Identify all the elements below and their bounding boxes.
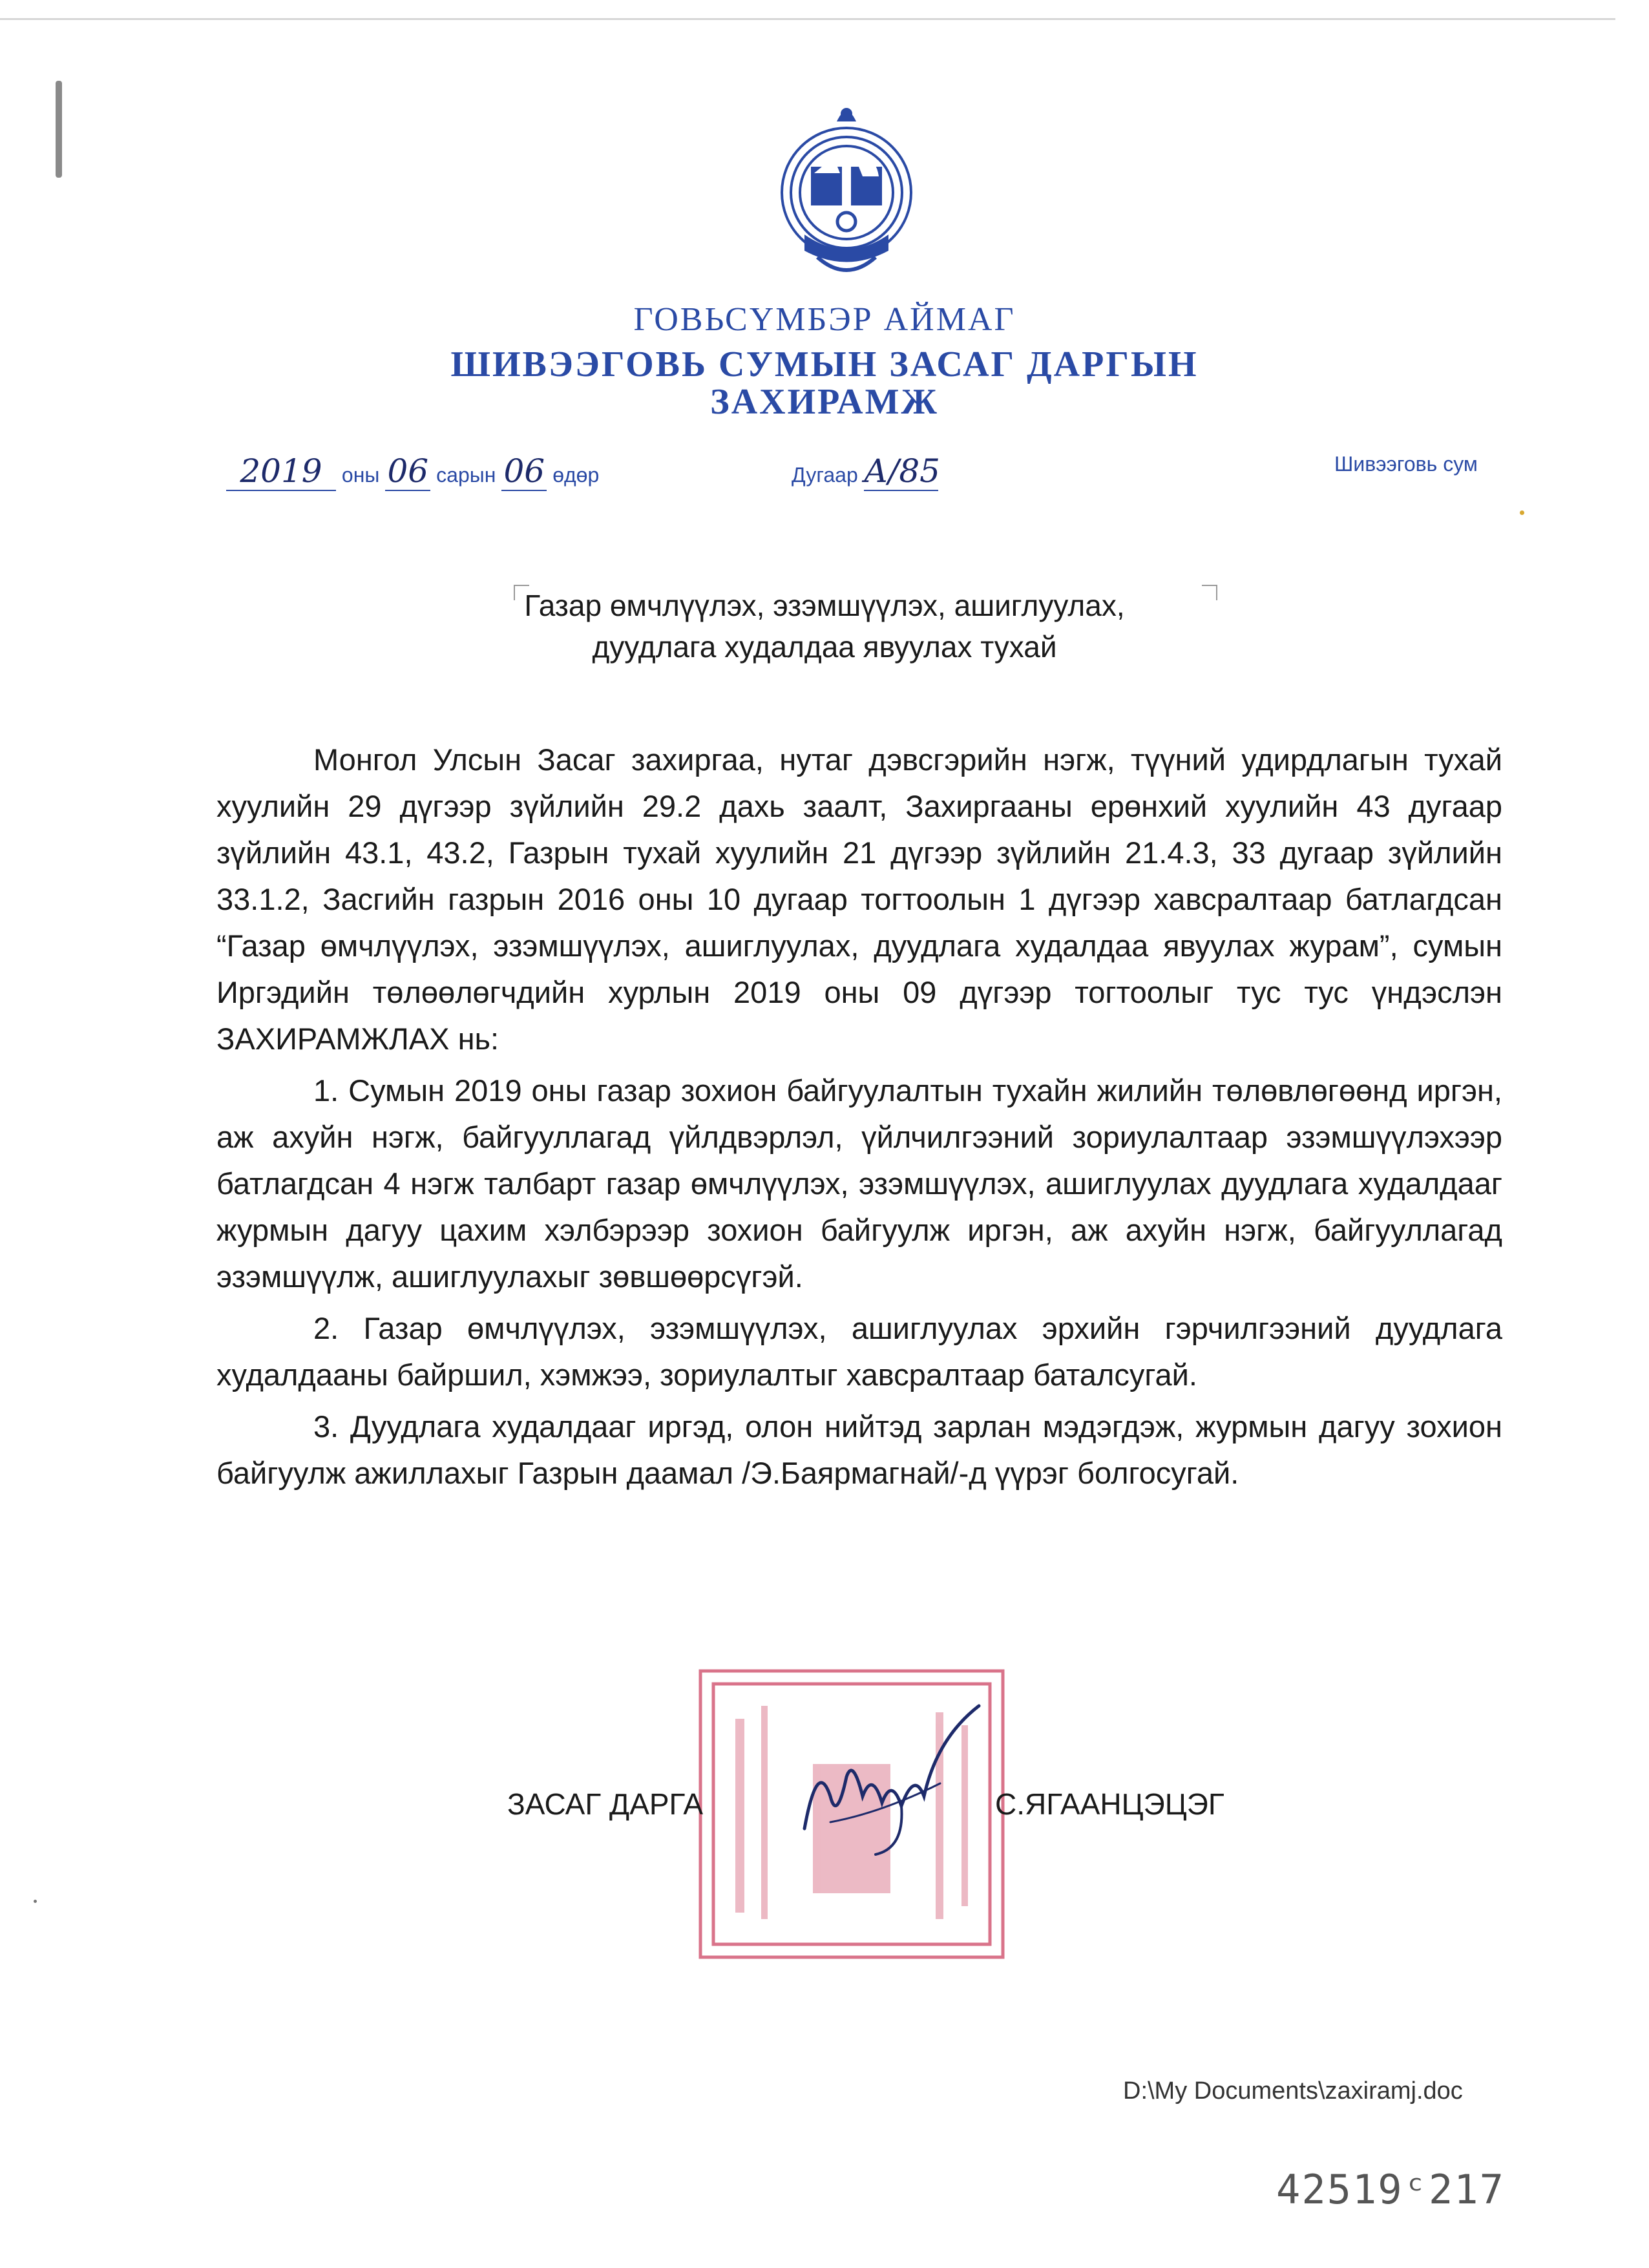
date-month-suffix: сарын — [436, 463, 496, 487]
number-field — [792, 452, 938, 491]
scan-top-edge — [0, 18, 1615, 20]
handwritten-signature — [792, 1699, 985, 1858]
serial-number: 42519ᶜ217 — [1276, 2166, 1505, 2213]
item-3: 3. Дуудлага худалдааг иргэд, олон нийтэд зарлан мэдэгдэж, журмын дагуу зохион байгуулж ажиллахыг Газрын даамал /Э.Баярмагнай/-д үүрэг болгосугай. — [216, 1409, 1502, 1490]
date-year: 2019 — [226, 452, 336, 491]
place-label: Шивээговь сум — [1334, 452, 1478, 476]
subject-line-2: дуудлага худалдаа явуулах тухай — [592, 630, 1057, 664]
number-value: А/85 — [863, 452, 940, 490]
office-title: ШИВЭЭГОВЬ СУМЫН ЗАСАГ ДАРГЫН — [450, 344, 1199, 384]
item-2: 2. Газар өмчлүүлэх, эзэмшүүлэх, ашиглуулах эрхийн гэрчилгээний дуудлага худалдааны байршил, хэмжээ, зориулалтыг хавсралтаар баталсугай. — [216, 1311, 1502, 1392]
intro-paragraph: Монгол Улсын Засаг захиргаа, нутаг дэвсгэрийн нэгж, түүний удирдлагын тухай хуулийн 29 дүгээр зүйлийн 29.2 дахь заалт, Захиргааны ерөнхий хуулийн 43 дугаар зүйлийн 43.1, 43.2, Газрын тухай хуулийн 21 дүгээр зүйлийн 21.4.3, 33 дугаар зүйлийн 33.1.2, Засгийн газрын 2016 оны 10 дугаар тогтоолын 1 дүгээр хавсралтаар батлагдсан “Газар өмчлүүлэх, эзэмшүүлэх, ашиглуулах, дуудлага худалдаа явуулах журам”, сумын Иргэдийн төлөөлөгчдийн хурлын 2019 оны 09 дүгээр тогтоолыг тус тус үндэслэн ЗАХИРАМЖЛАХ нь: — [216, 742, 1502, 1056]
date-day: 06 — [501, 452, 547, 491]
body-text — [216, 737, 1502, 1496]
scan-speck — [34, 1900, 37, 1903]
date-day-suffix: өдөр — [552, 463, 600, 487]
document-subject — [0, 585, 1649, 667]
document-type: ЗАХИРАМЖ — [710, 382, 939, 422]
number-label: Дугаар — [792, 463, 858, 487]
date-year-suffix: оны — [341, 463, 380, 487]
scan-speck — [1520, 510, 1524, 515]
date-field — [226, 452, 599, 491]
signer-title: ЗАСАГ ДАРГА — [507, 1787, 704, 1821]
date-month: 06 — [385, 452, 430, 491]
state-emblem-icon — [779, 96, 914, 289]
item-1: 1. Сумын 2019 оны газар зохион байгуулалтын тухайн жилийн төлөвлөгөөнд иргэн, аж ахуйн нэгж, байгууллагад үйлдвэрлэл, үйлчилгээний зориулалтаар эзэмшүүлэхээр батлагдсан 4 нэгж талбарт газар өмчлүүлэх, эзэмшүүлэх, ашиглуулах дуудлага худалдааг журмын дагуу цахим хэлбэрээр зохион байгуулж иргэн, аж ахуйн нэгж, байгууллагад эзэмшүүлж, ашиглуулахыг зөвшөөрсүгэй. — [216, 1073, 1502, 1294]
subject-line-1: Газар өмчлүүлэх, эзэмшүүлэх, ашиглуулах, — [524, 589, 1125, 622]
signer-name: С.ЯГААНЦЭЦЭГ — [995, 1787, 1224, 1821]
margin-mark — [56, 81, 62, 178]
aimag-title: ГОВЬСҮМБЭР АЙМАГ — [633, 301, 1016, 338]
file-path: D:\My Documents\zaxiramj.doc — [1123, 2077, 1463, 2105]
